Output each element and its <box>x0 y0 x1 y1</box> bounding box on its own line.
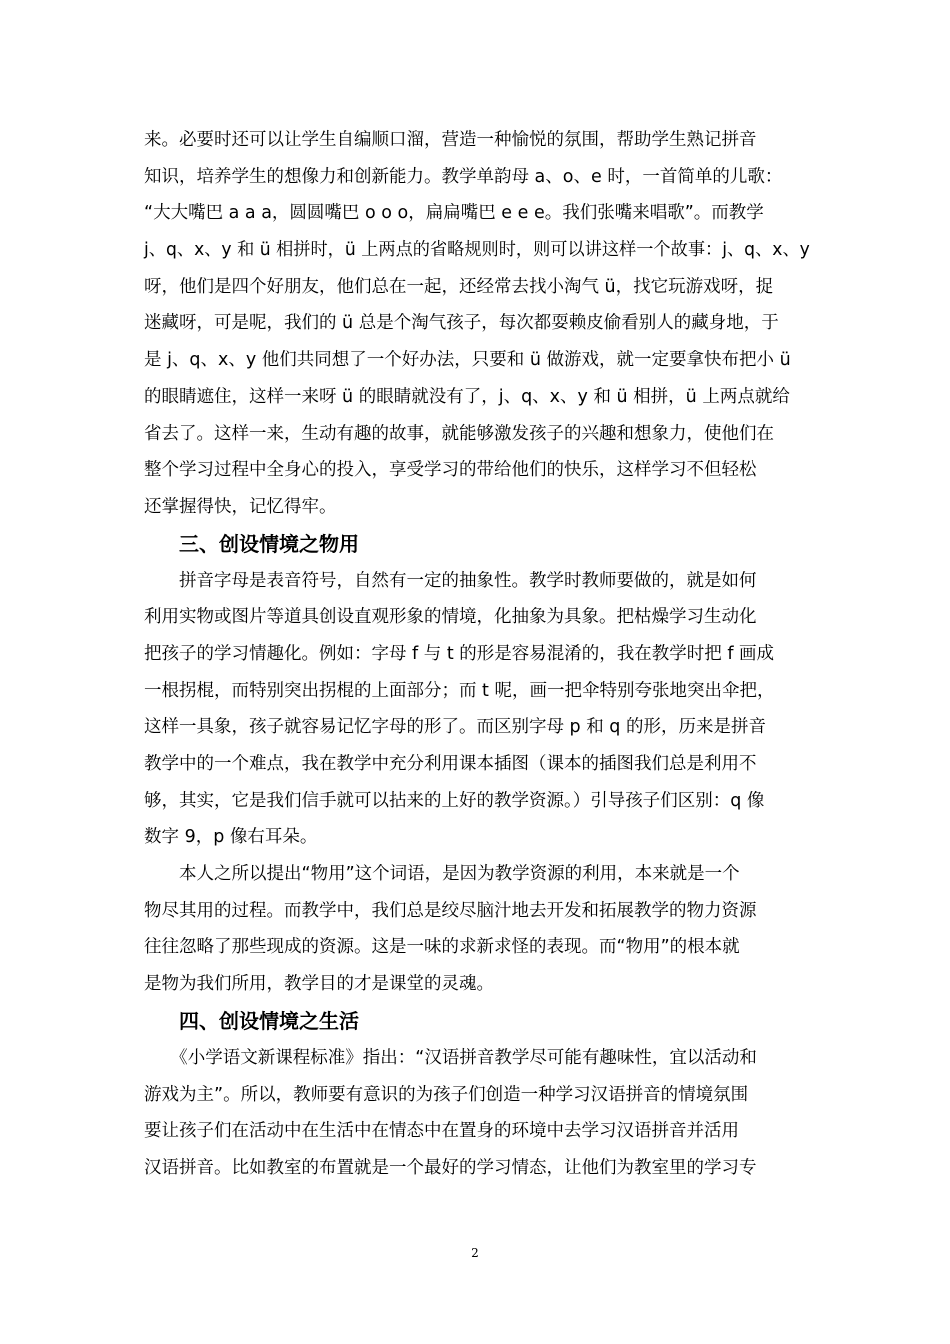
text-line: 这样一具象，孩子就容易记忆字母的形了。而区别字母 p 和 q 的形，历来是拼音 <box>144 717 766 738</box>
section-heading: 四、创设情境之生活 <box>179 1008 359 1033</box>
text-line: 够，其实，它是我们信手就可以拈来的上好的教学资源。）引导孩子们区别：q 像 <box>144 790 765 811</box>
text-line: “大大嘴巴 a a a，圆圆嘴巴 o o o，扁扁嘴巴 e e e。我们张嘴来唱歌”。而教学 <box>144 203 764 224</box>
text-line: 要让孩子们在活动中在生活中在情态中在置身的环境中去学习汉语拼音并活用 <box>144 1121 739 1142</box>
text-line: 来。必要时还可以让学生自编顺口溜，营造一种愉悦的氛围，帮助学生熟记拼音 <box>144 130 757 150</box>
text-line: 还掌握得快，记忆得牢。 <box>144 496 337 517</box>
text-line: 汉语拼音。比如教室的布置就是一个最好的学习情态，让他们为教室里的学习专 <box>144 1157 757 1178</box>
text-line: 是物为我们所用，教学目的才是课堂的灵魂。 <box>144 974 494 995</box>
text-line: 教学中的一个难点，我在教学中充分利用课本插图（课本的插图我们总是利用不 <box>144 754 757 774</box>
text-line: 游戏为主”。所以，教师要有意识的为孩子们创造一种学习汉语拼音的情境氛围 <box>144 1084 749 1105</box>
text-line: 往往忽略了那些现成的资源。这是一味的求新求怪的表现。而“物用”的根本就 <box>144 937 740 958</box>
section-heading: 三、创设情境之物用 <box>179 531 359 556</box>
document-body <box>144 122 810 1187</box>
text-line: j、q、x、y 和 ü 相拼时，ü 上两点的省略规则时，则可以讲这样一个故事：j、q、x、y <box>144 240 810 261</box>
text-line: 把孩子的学习情趣化。例如：字母 f 与 t 的形是容易混淆的，我在教学时把 f 画成 <box>144 643 775 664</box>
text-line: 省去了。这样一来，生动有趣的故事，就能够激发孩子的兴趣和想象力，使他们在 <box>144 423 774 444</box>
text-line: 的眼睛遮住，这样一来呀 ü 的眼睛就没有了，j、q、x、y 和 ü 相拼，ü 上两点就给 <box>144 386 790 407</box>
text-line: 本人之所以提出“物用”这个词语，是因为教学资源的利用，本来就是一个 <box>144 864 740 885</box>
text-line: 知识，培养学生的想像力和创新能力。教学单韵母 a、o、e 时，一首简单的儿歌： <box>144 166 783 187</box>
text-line: 是 j、q、x、y 他们共同想了一个好办法，只要和 ü 做游戏，就一定要拿快布把小 ü <box>144 350 791 371</box>
text-line: 《小学语文新课程标准》指出：“汉语拼音教学尽可能有趣味性，宜以活动和 <box>144 1047 757 1068</box>
text-line: 迷藏呀，可是呢，我们的 ü 总是个淘气孩子，每次都耍赖皮偷看别人的藏身地，于 <box>144 313 779 334</box>
text-line: 拼音字母是表音符号，自然有一定的抽象性。教学时教师要做的，就是如何 <box>144 570 757 591</box>
text-line: 数字 9，p 像右耳朵。 <box>144 827 318 848</box>
text-line: 一根拐棍，而特别突出拐棍的上面部分；而 t 呢，画一把伞特别夸张地突出伞把， <box>144 680 775 701</box>
text-line: 整个学习过程中全身心的投入，享受学习的带给他们的快乐，这样学习不但轻松 <box>144 460 757 481</box>
text-line: 物尽其用的过程。而教学中，我们总是绞尽脑汁地去开发和拓展教学的物力资源 <box>144 900 757 921</box>
text-line: 呀，他们是四个好朋友，他们总在一起，还经常去找小淘气 ü，找它玩游戏呀，捉 <box>144 276 774 297</box>
page-number: 2 <box>471 1246 479 1260</box>
text-line: 利用实物或图片等道具创设直观形象的情境，化抽象为具象。把枯燥学习生动化 <box>144 607 757 628</box>
